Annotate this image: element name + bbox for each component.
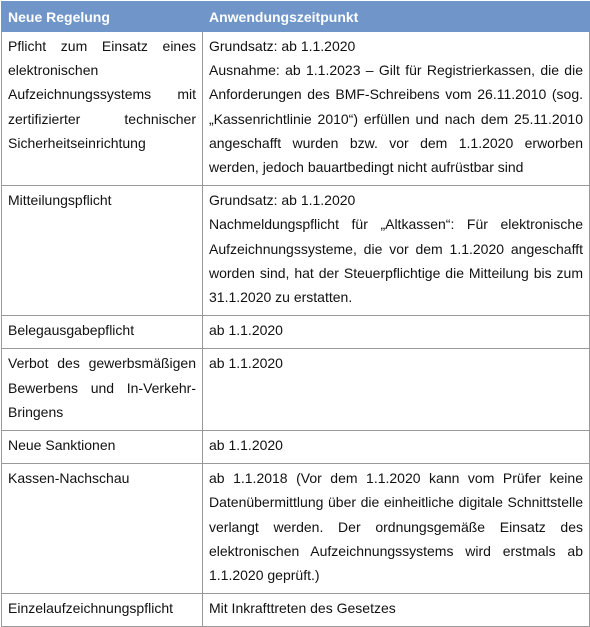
zeitpunkt-cell <box>203 594 590 627</box>
regelung-cell: Einzelaufzeichnungspflicht <box>2 594 203 627</box>
regelung-cell: Kassen-Nachschau <box>2 464 203 594</box>
table-row <box>2 316 590 349</box>
zeitpunkt-line: ab 1.1.2020 <box>209 437 283 454</box>
zeitpunkt-cell <box>203 186 590 316</box>
zeitpunkt-cell <box>203 431 590 464</box>
zeitpunkt-cell <box>203 349 590 431</box>
zeitpunkt-line: ab 1.1.2020 <box>209 322 283 339</box>
zeitpunkt-line: Mit Inkrafttreten des Gesetzes <box>209 600 396 617</box>
zeitpunkt-cell <box>203 32 590 186</box>
table-row <box>2 349 590 431</box>
table-row <box>2 431 590 464</box>
header-neue-regelung: Neue Regelung <box>2 2 203 32</box>
table-row <box>2 32 590 186</box>
regelung-cell: Pflicht zum Einsatz eines elektronischen Aufzeichnungssystems mit zertifizierter technischer Sicherheitseinrichtung <box>2 32 203 186</box>
zeitpunkt-cell <box>203 316 590 349</box>
regelungen-table <box>1 1 590 627</box>
regelung-cell: Neue Sanktionen <box>2 431 203 464</box>
zeitpunkt-line: Grundsatz: ab 1.1.2020 <box>209 192 356 209</box>
zeitpunkt-line: Ausnahme: ab 1.1.2023 – Gilt für Registrierkassen, die die Anforderungen des BMF-Schreibens vom 26.11.2010 (sog. „Kassenrichtlinie 2010“) erfüllen und nach dem 25.11.2010 angeschafft wurden bzw. vor dem 1.1.2020 erworben werden, jedoch bauartbedingt nicht aufrüstbar sind <box>209 62 583 176</box>
table-row <box>2 186 590 316</box>
zeitpunkt-line: ab 1.1.2020 <box>209 355 283 372</box>
regelung-cell: Belegausgabepflicht <box>2 316 203 349</box>
table-row <box>2 594 590 627</box>
table-row <box>2 464 590 594</box>
zeitpunkt-cell <box>203 464 590 594</box>
table-header-row <box>2 2 590 32</box>
regelung-cell: Verbot des gewerbsmäßigen Bewerbens und In-Verkehr-Bringens <box>2 349 203 431</box>
zeitpunkt-line: Nachmeldungspflicht für „Altkassen“: Für elektronische Aufzeichnungssysteme, die vor dem 1.1.2020 angeschafft worden sind, hat der Steuerpflichtige die Mitteilung bis zum 31.1.2020 zu erstatten. <box>209 216 583 306</box>
regelung-cell: Mitteilungspflicht <box>2 186 203 316</box>
zeitpunkt-line: Grundsatz: ab 1.1.2020 <box>209 38 356 54</box>
header-anwendungszeitpunkt: Anwendungszeitpunkt <box>203 2 590 32</box>
zeitpunkt-line: ab 1.1.2018 (Vor dem 1.1.2020 kann vom Prüfer keine Datenübermittlung über die einheitliche digitale Schnittstelle verlangt werden. Der ordnungsgemäße Einsatz des elektronischen Aufzeichnungssystems wird erstmals ab 1.1.2020 geprüft.) <box>209 470 583 584</box>
